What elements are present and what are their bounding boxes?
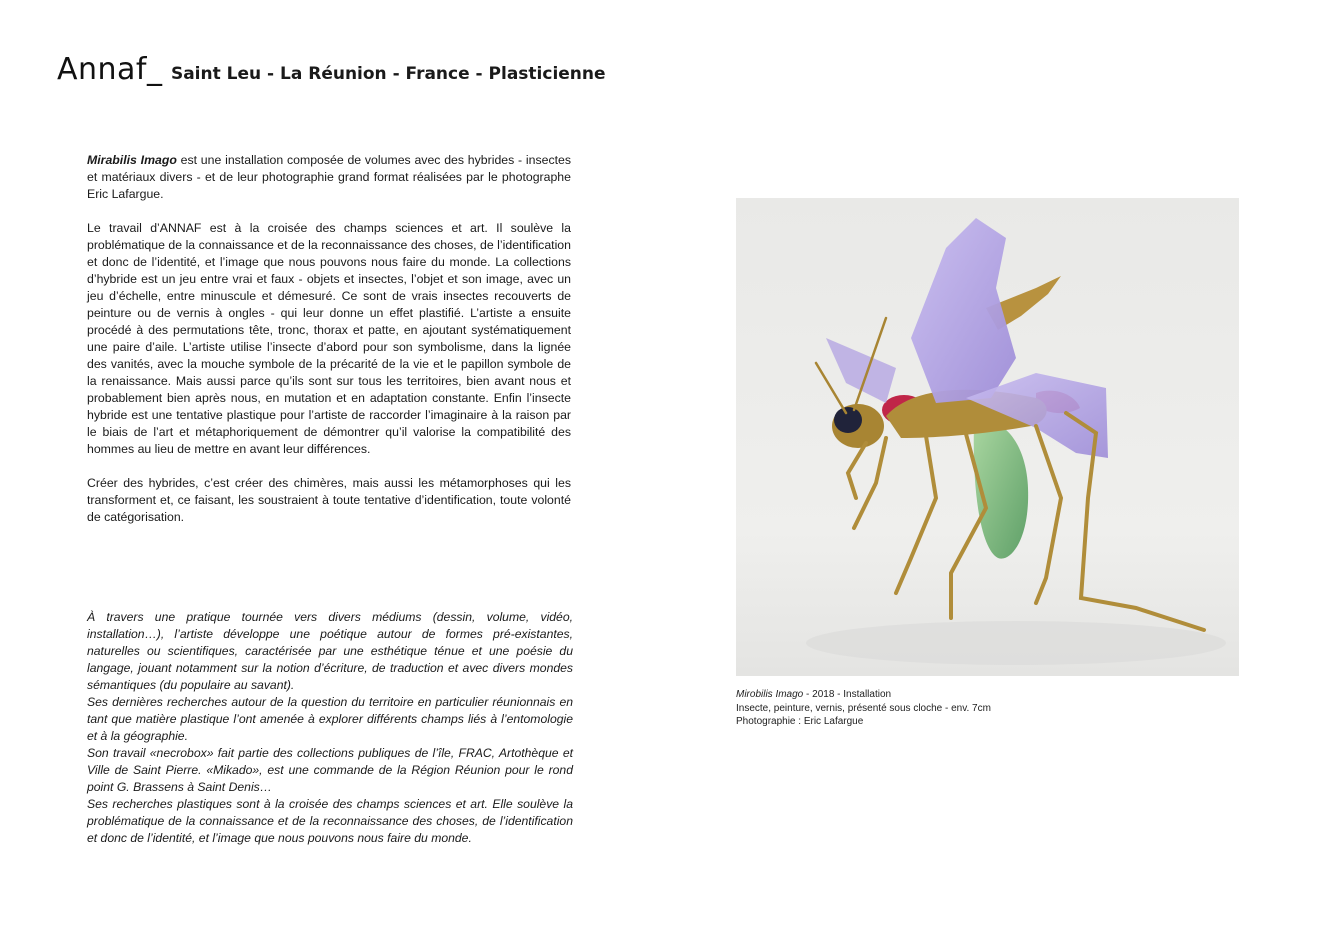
caption-title: Mirobilis Imago <box>736 689 804 700</box>
intro-paragraph-3: Créer des hybrides, c’est créer des chimères, mais aussi les métamorphoses qui les transforment et, ce faisant, les soustraient à toute tentative d’identification, toute volonté de catégorisation. <box>87 476 571 524</box>
caption-date-medium: - 2018 - Installation <box>803 689 892 700</box>
artist-subtitle: Saint Leu - La Réunion - France - Plasticienne <box>170 64 606 84</box>
artwork-photo <box>736 198 1239 676</box>
bio-paragraph-3: Son travail «necrobox» fait partie des collections publiques de l’île, FRAC, Artothèque et Ville de Saint Pierre. «Mikado», est une commande de la Région Réunion pour le rond point G. Brassens à Saint Denis… <box>87 746 573 794</box>
hybrid-insect-illustration <box>736 198 1239 676</box>
intro-paragraph-1-text: est une installation composée de volumes avec des hybrides - insectes et matériaux divers - et de leur photographie grand format réalisées par le photographe Eric Lafargue. <box>87 153 572 201</box>
intro-text <box>87 152 571 526</box>
work-title: Mirabilis Imago <box>87 153 177 167</box>
artist-bio <box>87 609 573 847</box>
caption-line-1 <box>736 688 991 702</box>
caption-line-3: Photographie : Eric Lafargue <box>736 716 864 727</box>
bio-paragraph-4: Ses recherches plastiques sont à la croisée des champs sciences et art. Elle soulève la problématique de la connaissance et de la reconnaissance des choses, de l’identification et donc de l’identité, et l’image que nous pouvons nous faire du monde. <box>87 797 573 845</box>
page-header <box>57 52 606 87</box>
bio-paragraph-2: Ses dernières recherches autour de la question du territoire en particulier réunionnais en tant que matière plastique l’ont amenée à explorer différents champs liés à l’entomologie et à la géographie. <box>87 695 573 743</box>
intro-paragraph-1 <box>87 152 571 203</box>
caption-line-2: Insecte, peinture, vernis, présenté sous cloche - env. 7cm <box>736 702 991 714</box>
photo-caption <box>736 688 991 729</box>
bio-paragraph-1: À travers une pratique tournée vers divers médiums (dessin, volume, vidéo, installation…), l’artiste développe une poétique autour de formes pré-existantes, naturelles ou scientifiques, caractérisée par une esthétique ténue et une poésie du langage, jouant notamment sur la notion d’écriture, de traduction et avec divers mondes sémantiques (du populaire au savant). <box>87 610 573 692</box>
intro-paragraph-2: Le travail d’ANNAF est à la croisée des champs sciences et art. Il soulève la problématique de la connaissance et de la reconnaissance des choses, de l’identification et donc de l’identité, et l’image que nous pouvons nous faire du monde. La collections d’hybride est un jeu entre vrai et faux - objets et insectes, l’objet et son image, avec un jeu d’échelle, entre minuscule et démesuré. Ce sont de vrais insectes recouverts de peinture ou de vernis à ongles - qui leur donne un effet plastifié. L’artiste a ensuite procédé à des permutations tête, tronc, thorax et patte, en ajoutant systématiquement une paire d’aile. L’artiste utilise l’insecte d’abord pour son symbolisme, dans la lignée des vanités, avec la mouche symbole de la précarité de la vie et le papillon symbole de la renaissance. Mais aussi parce qu’ils sont sur tous les territoires, bien avant nous et probablement bien après nous, en mutation et en adaptation constante. Enfin l’insecte hybride est une tentative plastique pour l’artiste de raccorder l’imaginaire à la raison par le biais de l’art et métaphoriquement de démontrer qu’il valorise la compatibilité des hommes au lieu de mettre en avant leur différences. <box>87 221 571 456</box>
artist-name: Annaf_ <box>57 52 163 87</box>
